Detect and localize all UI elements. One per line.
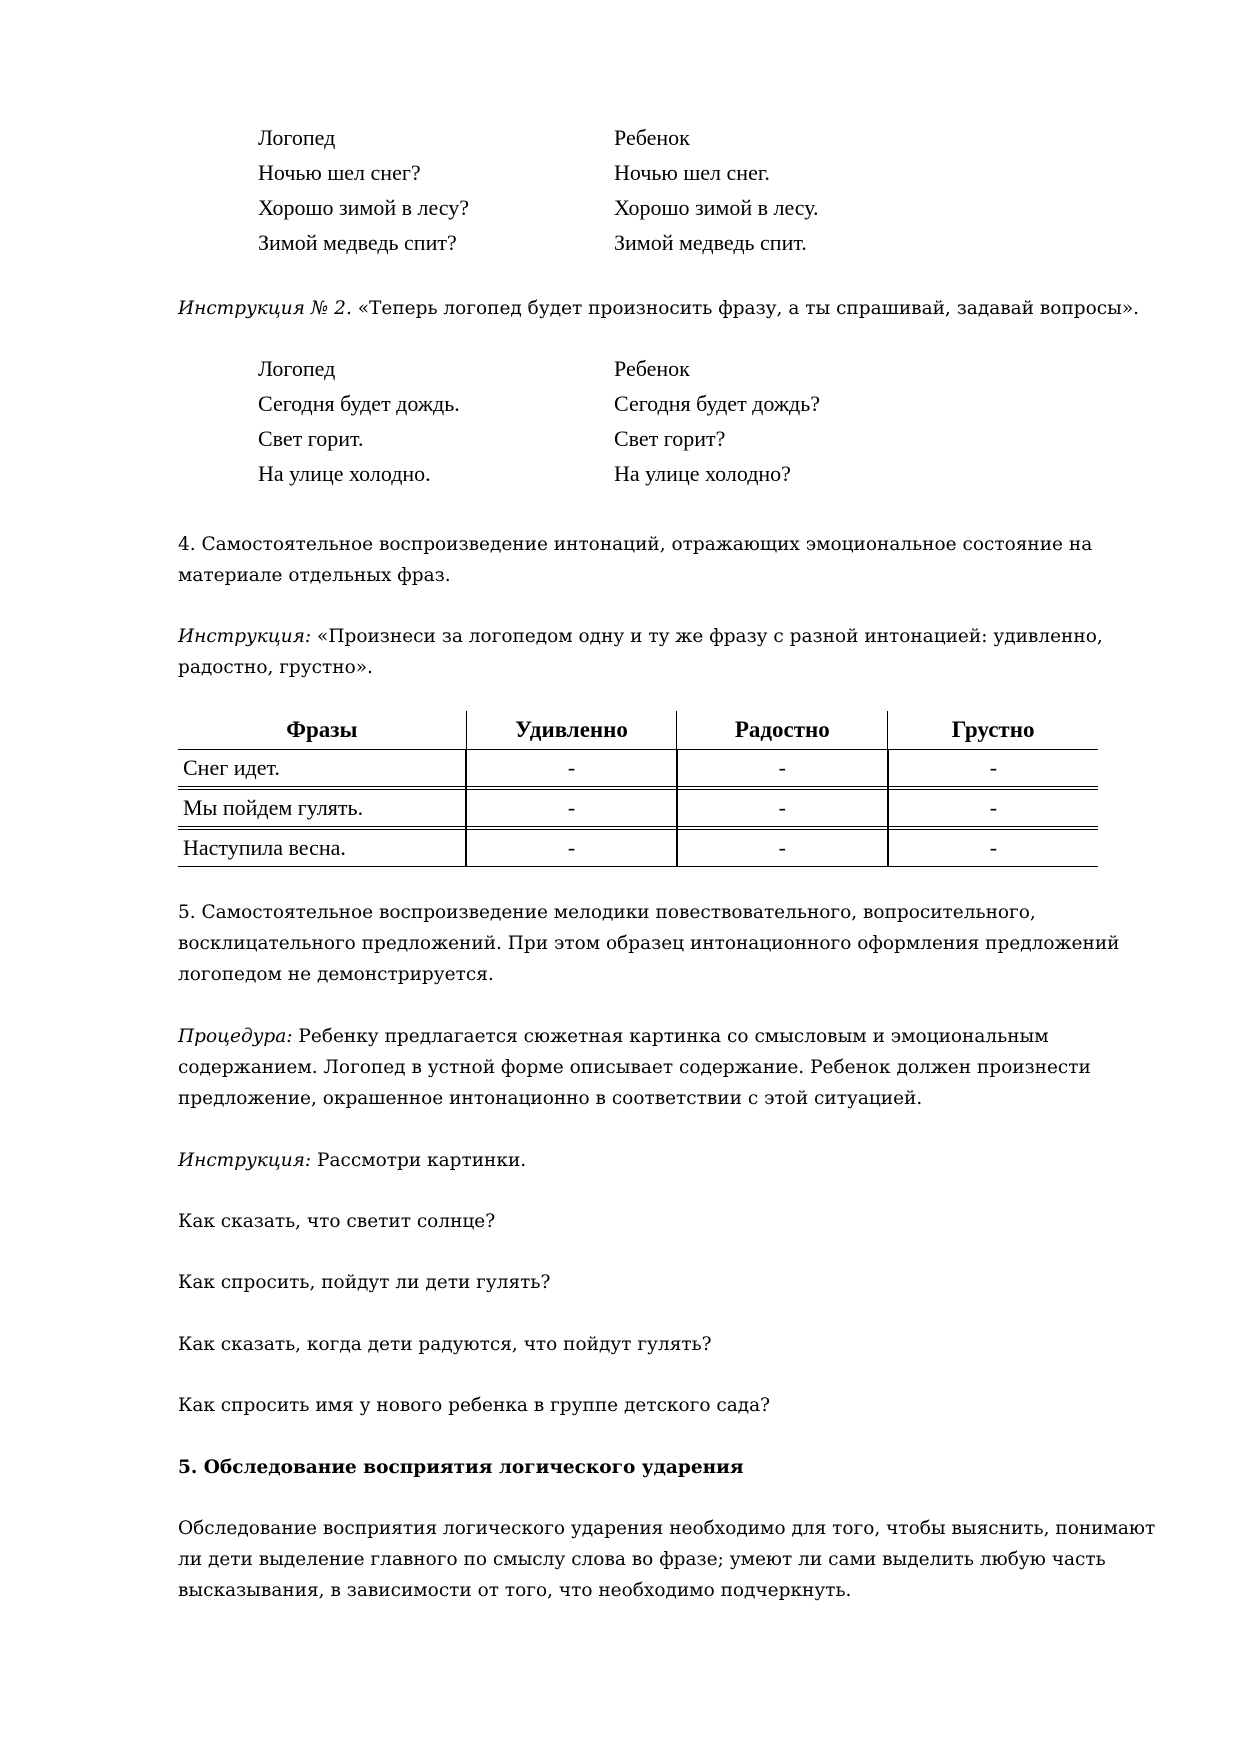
dialog-therapist-line: Зимой медведь спит? [258,230,457,255]
dialog-row [258,456,1018,491]
dialog-row [258,225,1018,260]
instruction-2-text: «Теперь логопед будет произносить фразу, а ты спрашивай, задавай вопросы». [351,298,1140,319]
item-4-paragraph: 4. Самостоятельное воспроизведение интонаций, отражающих эмоциональное состояние на материале отдельных фраз. [178,534,1093,586]
table-cell: - [888,750,1098,787]
dialog-header-child: Ребенок [614,125,690,150]
table-row [178,750,1098,787]
section-5-heading: 5. Обследование восприятия логического ударения [178,1457,744,1478]
dialog-header-speech-therapist: Логопед [258,125,336,150]
dialog-header-speech-therapist: Логопед [258,356,336,381]
dialog-child-line: Зимой медведь спит. [614,230,807,255]
instruction-5-label: Инструкция: [178,1150,312,1171]
table-cell: - [466,790,677,827]
procedure-paragraph [178,1021,1163,1114]
question-line: Как сказать, когда дети радуются, что пойдут гулять? [178,1334,712,1355]
instruction-5-text: Рассмотри картинки. [311,1150,527,1171]
table-header-row [178,711,1098,750]
phrase-cell: Снег идет. [178,750,466,787]
table-row [178,790,1098,827]
phrase-cell: Наступила весна. [178,830,466,867]
dialog-row [258,190,1018,225]
table-cell: - [677,750,888,787]
dialog-therapist-line: На улице холодно. [258,461,431,486]
section-5-paragraph: Обследование восприятия логического ударения необходимо для того, чтобы выяснить, понимают ли дети выделение главного по смыслу слова во фразе; умеют ли сами выделить любую часть высказывания, в зависимости от того, что необходимо подчеркнуть. [178,1518,1156,1601]
dialog-therapist-line: Хорошо зимой в лесу? [258,195,470,220]
table-cell: - [888,830,1098,867]
dialog-child-line: Свет горит? [614,426,726,451]
dialog-therapist-line: Свет горит. [258,426,364,451]
table-cell: - [466,830,677,867]
table-cell: - [677,830,888,867]
column-header-joyful: Радостно [677,711,888,750]
dialog-child-line: Сегодня будет дождь? [614,391,821,416]
dialog-block-2 [258,351,1018,491]
dialog-child-line: Ночью шел снег. [614,160,770,185]
dialog-row [258,155,1018,190]
dialog-header [258,120,1018,155]
question-line: Как спросить имя у нового ребенка в группе детского сада? [178,1395,771,1416]
question-line: Как сказать, что светит солнце? [178,1211,496,1232]
instruction-4-label: Инструкция: [178,626,312,647]
dialog-child-line: Хорошо зимой в лесу. [614,195,819,220]
dialog-header [258,351,1018,386]
table-cell: - [677,790,888,827]
table-cell: - [888,790,1098,827]
instruction-2-label: Инструкция № 2. [178,298,352,319]
intonation-table [178,711,1098,867]
procedure-label: Процедура: [178,1026,293,1047]
phrase-cell: Мы пойдем гулять. [178,790,466,827]
question-line: Как спросить, пойдут ли дети гулять? [178,1272,551,1293]
table-row [178,830,1098,867]
column-header-phrases: Фразы [178,711,466,750]
item-5-paragraph: 5. Самостоятельное воспроизведение мелодики повествовательного, вопросительного, восклицательного предложений. При этом образец интонационного оформления предложений логопедом не демонстрируется. [178,902,1120,985]
column-header-sad: Грустно [888,711,1098,750]
procedure-text: Ребенку предлагается сюжетная картинка со смысловым и эмоциональным содержанием. Логопед в устной форме описывает содержание. Ребенок должен произнести предложение, окрашенное интонационно в соответствии с этой ситуацией. [178,1026,1091,1109]
instruction-4-paragraph [178,621,1163,683]
dialog-row [258,421,1018,456]
dialog-block-1 [258,120,1018,260]
column-header-surprised: Удивленно [466,711,677,750]
dialog-child-line: На улице холодно? [614,461,791,486]
table-cell: - [466,750,677,787]
dialog-therapist-line: Сегодня будет дождь. [258,391,460,416]
instruction-4-text: «Произнеси за логопедом одну и ту же фразу с разной интонацией: удивленно, радостно, грустно». [178,626,1103,678]
instruction-2-paragraph [178,293,1163,324]
dialog-row [258,386,1018,421]
instruction-5-paragraph [178,1145,1163,1176]
dialog-therapist-line: Ночью шел снег? [258,160,421,185]
dialog-header-child: Ребенок [614,356,690,381]
